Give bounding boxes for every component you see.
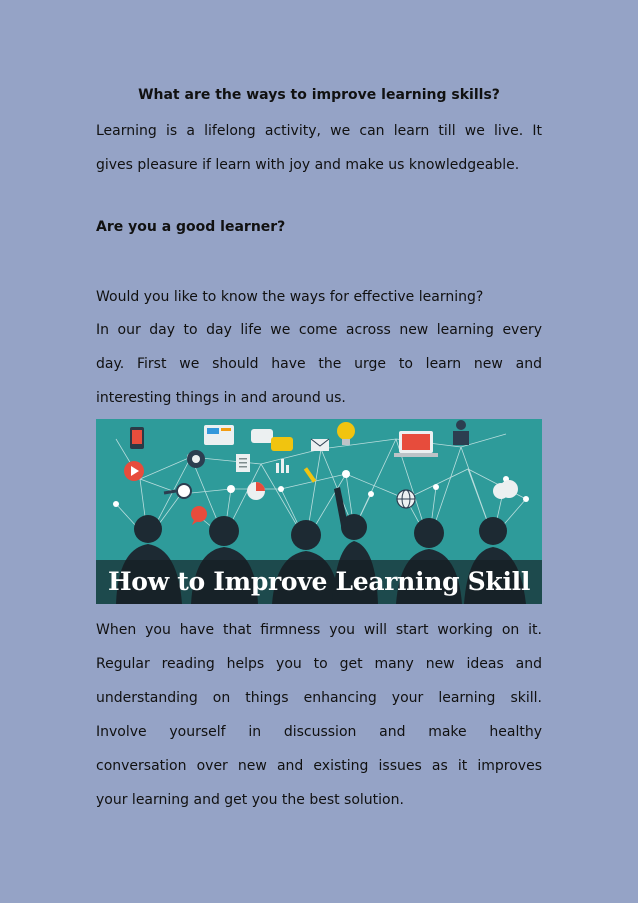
learning-banner-image [96,419,542,604]
globe-icon [397,490,415,508]
intro-line-1: Learning is a lifelong activity, we can learn till we live. It [96,123,542,139]
section-heading: Are you a good learner? [96,219,286,235]
bar-chart-icon [276,459,289,473]
cloud-icon [493,480,518,499]
laptop-icon [394,431,438,457]
para3-line-1: When you have that firmness you will start working on it. [96,622,542,638]
para2-line-2: day. First we should have the urge to learn new and [96,356,542,372]
play-icon [124,461,144,481]
para3-line-4: Involve yourself in discussion and make healthy [96,724,542,740]
page-title: What are the ways to improve learning skills? [138,87,500,103]
para3-line-2: Regular reading helps you to get many new ideas and [96,656,542,672]
search-icon [164,484,191,498]
para3-line-6: your learning and get you the best solution. [96,792,404,808]
chat-icon [251,429,293,451]
intro-paragraph [96,114,542,182]
envelope-icon [311,439,329,451]
para2-line-1: In our day to day life we come across new learning every [96,322,542,338]
phone-icon [130,427,144,449]
pen-icon [304,467,316,482]
document-icon [236,454,250,472]
speech-bubble-icon [191,506,207,525]
person-icon [453,420,469,445]
para2-line-3: interesting things in and around us. [96,390,346,406]
third-paragraph [96,613,542,817]
para3-line-3: understanding on things enhancing your learning skill. [96,690,542,706]
second-paragraph [96,313,542,415]
bulb-icon [337,422,355,445]
tablet-icon [204,425,234,445]
pie-chart-icon [247,482,265,500]
para3-line-5: conversation over new and existing issues as it improves [96,758,542,774]
question-text: Would you like to know the ways for effective learning? [96,289,484,305]
banner-caption: How to Improve Learning Skill [96,560,542,604]
gear-icon [187,450,205,468]
intro-line-2: gives pleasure if learn with joy and make us knowledgeable. [96,157,520,173]
